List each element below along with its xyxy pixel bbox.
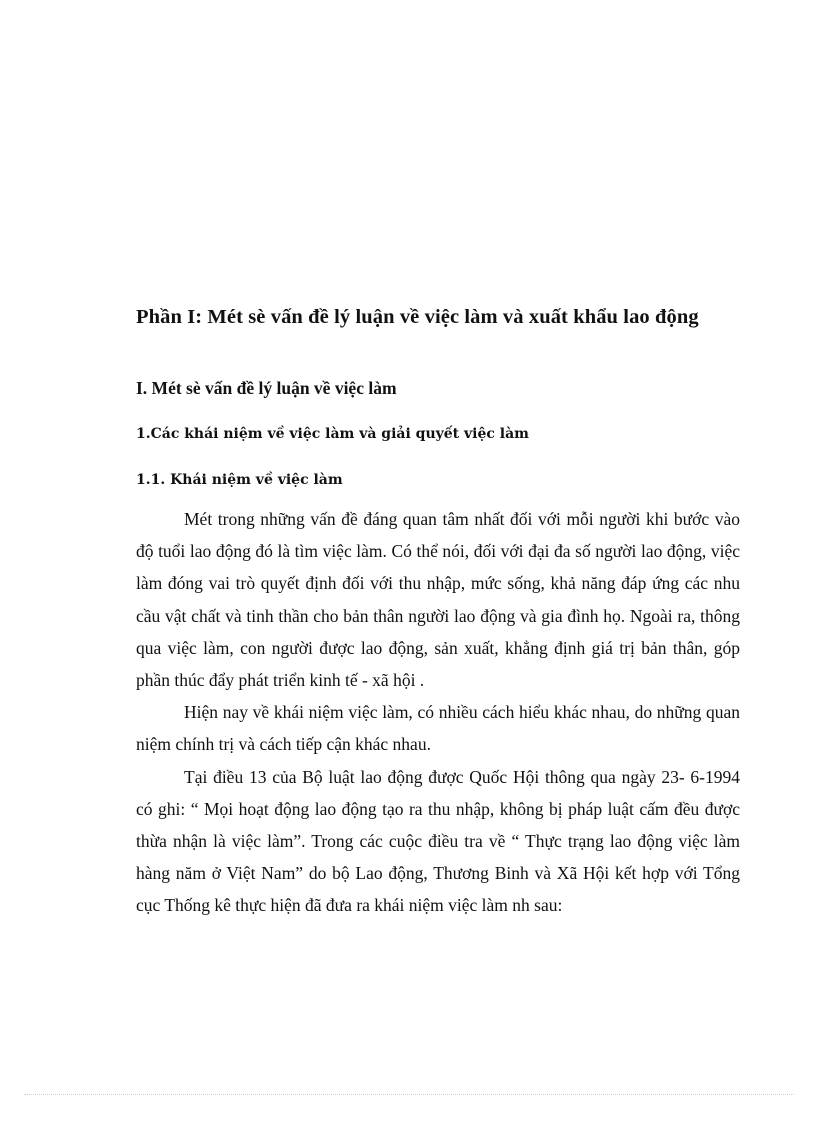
page-bottom-rule (24, 1094, 794, 1095)
subsection-heading: 1.Các khái niệm về việc làm và giải quyết việc làm (136, 426, 529, 442)
section-heading: I. Mét sè vấn đề lý luận về việc làm (136, 378, 397, 398)
paragraph-2: Hiện nay về khái niệm việc làm, có nhiều cách hiểu khác nhau, do những quan niệm chính trị và cách tiếp cận khác nhau. (136, 702, 740, 755)
paragraph-3: Tại điều 13 của Bộ luật lao động được Quốc Hội thông qua ngày 23- 6-1994 có ghi: “ Mọi hoạt động lao động tạo ra thu nhập, không bị pháp luật cấm đều được thừa nhận là việc làm”. Trong các cuộc điều tra về “ Thực trạng lao động việc làm hàng năm ở Việt Nam” do bộ Lao động, Thương Binh và Xã Hội kết hợp với Tổng cục Thống kê thực hiện đã đưa ra khái niệm việc làm nh sau: (136, 766, 740, 916)
part-title: Phần I: Mét sè vấn đề lý luận về việc làm và xuất khẩu lao động (136, 306, 699, 328)
subsubsection-heading: 1.1. Khái niệm về việc làm (136, 472, 343, 488)
paragraph-1: Mét trong những vấn đề đáng quan tâm nhất đối với mỗi người khi bước vào độ tuổi lao động đó là tìm việc làm. Có thể nói, đối với đại đa số người lao động, việc làm đóng vai trò quyết định đối với thu nhập, mức sống, khả năng đáp ứng các nhu cầu vật chất và tinh thần cho bản thân người lao động và gia đình họ. Ngoài ra, thông qua việc làm, con người được lao động, sản xuất, khẳng định giá trị bản thân, góp phần thúc đẩy phát triển kinh tế - xã hội . (136, 509, 740, 691)
body-text (136, 503, 740, 922)
